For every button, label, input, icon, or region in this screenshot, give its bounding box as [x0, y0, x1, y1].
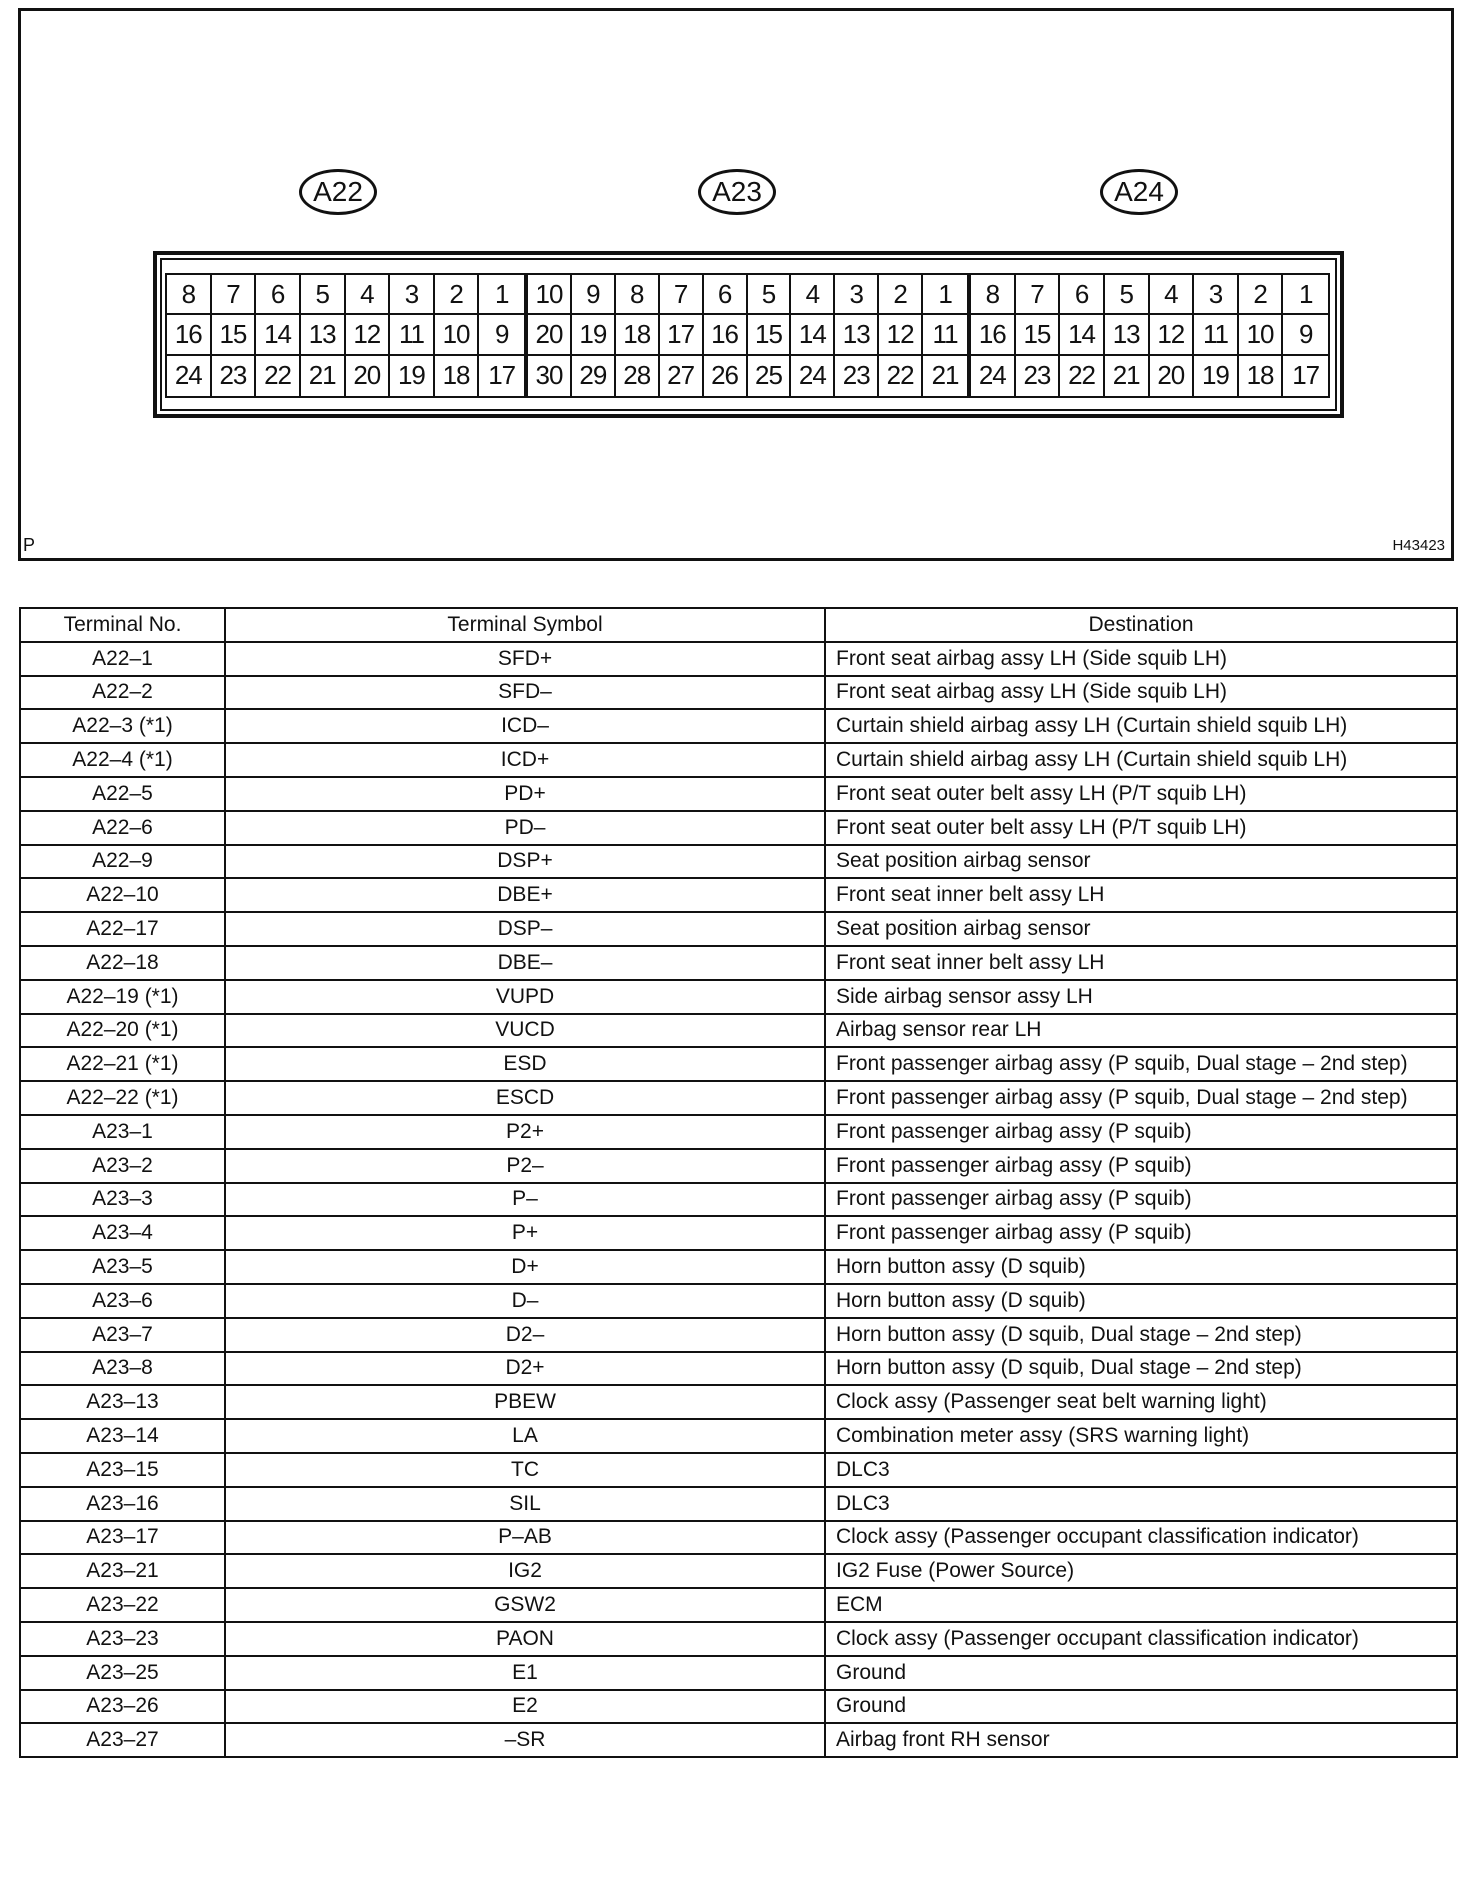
terminal-symbol-cell: PBEW	[225, 1385, 825, 1419]
table-row	[20, 709, 1457, 743]
connector-pin: 12	[346, 315, 391, 355]
connector-pin: 24	[971, 356, 1016, 396]
terminal-no-cell: A22–3 (*1)	[20, 709, 225, 743]
destination-cell: Front passenger airbag assy (P squib, Dual stage – 2nd step)	[825, 1081, 1457, 1115]
destination-cell: Front passenger airbag assy (P squib, Dual stage – 2nd step)	[825, 1047, 1457, 1081]
connector-pin: 16	[971, 315, 1016, 355]
connector-pin: 9	[1283, 315, 1328, 355]
connector-pin: 21	[1105, 356, 1150, 396]
destination-cell: Front passenger airbag assy (P squib)	[825, 1183, 1457, 1217]
terminal-symbol-cell: –SR	[225, 1723, 825, 1757]
connector-pin: 15	[748, 315, 792, 355]
terminal-symbol-cell: ICD+	[225, 743, 825, 777]
connector-pin: 20	[528, 315, 572, 355]
connector-pin: 18	[616, 315, 660, 355]
terminal-no-cell: A22–21 (*1)	[20, 1047, 225, 1081]
destination-cell: DLC3	[825, 1487, 1457, 1521]
destination-cell: Horn button assy (D squib)	[825, 1284, 1457, 1318]
destination-cell: Front seat airbag assy LH (Side squib LH)	[825, 642, 1457, 676]
connector-pin: 4	[791, 275, 835, 315]
terminal-no-cell: A23–17	[20, 1521, 225, 1555]
connector-pin: 14	[256, 315, 301, 355]
terminal-no-cell: A23–6	[20, 1284, 225, 1318]
table-row	[20, 1656, 1457, 1690]
connector-label-a23: A23	[698, 169, 776, 215]
connector-pin: 6	[1060, 275, 1105, 315]
connector-pin: 3	[390, 275, 435, 315]
corner-code: P	[23, 535, 36, 555]
terminal-no-cell: A23–16	[20, 1487, 225, 1521]
terminal-no-cell: A22–22 (*1)	[20, 1081, 225, 1115]
destination-cell: Front seat outer belt assy LH (P/T squib LH)	[825, 811, 1457, 845]
connector-pin: 6	[704, 275, 748, 315]
connector-block-a22	[165, 273, 526, 398]
terminal-symbol-cell: P2+	[225, 1115, 825, 1149]
terminal-symbol-cell: D2–	[225, 1318, 825, 1352]
terminal-no-cell: A22–17	[20, 912, 225, 946]
table-row	[20, 1554, 1457, 1588]
terminal-symbol-cell: E1	[225, 1656, 825, 1690]
terminal-symbol-cell: P–	[225, 1183, 825, 1217]
terminal-symbol-cell: DSP–	[225, 912, 825, 946]
terminal-no-cell: A22–9	[20, 845, 225, 879]
header-destination: Destination	[825, 608, 1457, 642]
table-row	[20, 878, 1457, 912]
connector-pin: 1	[1283, 275, 1328, 315]
destination-cell: Front passenger airbag assy (P squib)	[825, 1216, 1457, 1250]
terminal-symbol-cell: LA	[225, 1419, 825, 1453]
connector-pin: 11	[1194, 315, 1239, 355]
terminal-no-cell: A23–22	[20, 1588, 225, 1622]
connector-pin: 2	[435, 275, 480, 315]
connector-pin: 2	[879, 275, 923, 315]
connector-diagram	[18, 8, 1454, 561]
terminal-no-cell: A22–6	[20, 811, 225, 845]
terminal-symbol-cell: SIL	[225, 1487, 825, 1521]
terminal-no-cell: A23–21	[20, 1554, 225, 1588]
connector-pin: 15	[1016, 315, 1061, 355]
terminal-symbol-cell: D2+	[225, 1352, 825, 1386]
table-row	[20, 811, 1457, 845]
terminal-no-cell: A22–4 (*1)	[20, 743, 225, 777]
connector-pin: 9	[572, 275, 616, 315]
connector-pin: 22	[256, 356, 301, 396]
connector-pin: 20	[346, 356, 391, 396]
connector-pin: 14	[1060, 315, 1105, 355]
destination-cell: Ground	[825, 1656, 1457, 1690]
destination-cell: Seat position airbag sensor	[825, 845, 1457, 879]
connector-pin: 18	[1239, 356, 1284, 396]
connector-pin: 12	[1150, 315, 1195, 355]
connector-pin: 22	[879, 356, 923, 396]
table-row	[20, 1419, 1457, 1453]
connector-pin: 23	[212, 356, 257, 396]
connector-pin: 13	[301, 315, 346, 355]
connector-pin: 25	[748, 356, 792, 396]
terminal-no-cell: A23–23	[20, 1622, 225, 1656]
destination-cell: Combination meter assy (SRS warning light)	[825, 1419, 1457, 1453]
destination-cell: Front passenger airbag assy (P squib)	[825, 1115, 1457, 1149]
connector-pin: 1	[923, 275, 967, 315]
connector-pin: 16	[704, 315, 748, 355]
terminal-symbol-cell: PD+	[225, 777, 825, 811]
terminal-table	[19, 607, 1458, 1758]
destination-cell: Horn button assy (D squib, Dual stage – 2nd step)	[825, 1352, 1457, 1386]
connector-pin: 10	[1239, 315, 1284, 355]
connector-pin: 27	[660, 356, 704, 396]
table-row	[20, 1588, 1457, 1622]
connector-pin: 4	[1150, 275, 1195, 315]
terminal-no-cell: A22–1	[20, 642, 225, 676]
table-row	[20, 1216, 1457, 1250]
table-row	[20, 946, 1457, 980]
destination-cell: Curtain shield airbag assy LH (Curtain shield squib LH)	[825, 743, 1457, 777]
connector-pin: 7	[212, 275, 257, 315]
terminal-no-cell: A23–8	[20, 1352, 225, 1386]
table-row	[20, 1690, 1457, 1724]
table-row	[20, 845, 1457, 879]
destination-cell: Front seat airbag assy LH (Side squib LH)	[825, 676, 1457, 710]
destination-cell: Airbag front RH sensor	[825, 1723, 1457, 1757]
connector-pin: 2	[1239, 275, 1284, 315]
connector-pin: 19	[390, 356, 435, 396]
connector-block-a24	[969, 273, 1330, 398]
table-row	[20, 912, 1457, 946]
table-row	[20, 1149, 1457, 1183]
destination-cell: Horn button assy (D squib)	[825, 1250, 1457, 1284]
terminal-symbol-cell: DSP+	[225, 845, 825, 879]
terminal-symbol-cell: PAON	[225, 1622, 825, 1656]
terminal-symbol-cell: ESCD	[225, 1081, 825, 1115]
connector-pin: 15	[212, 315, 257, 355]
destination-cell: IG2 Fuse (Power Source)	[825, 1554, 1457, 1588]
terminal-no-cell: A23–25	[20, 1656, 225, 1690]
terminal-symbol-cell: P–AB	[225, 1521, 825, 1555]
table-row	[20, 980, 1457, 1014]
table-row	[20, 1047, 1457, 1081]
table-row	[20, 1352, 1457, 1386]
connector-pin: 21	[301, 356, 346, 396]
terminal-symbol-cell: ESD	[225, 1047, 825, 1081]
table-row	[20, 1723, 1457, 1757]
destination-cell: ECM	[825, 1588, 1457, 1622]
table-row	[20, 743, 1457, 777]
connector-pin: 26	[704, 356, 748, 396]
connector-pin: 19	[1194, 356, 1239, 396]
connector-pin: 9	[479, 315, 524, 355]
table-row	[20, 1487, 1457, 1521]
terminal-no-cell: A23–3	[20, 1183, 225, 1217]
header-terminal-no: Terminal No.	[20, 608, 225, 642]
table-body	[20, 642, 1457, 1757]
connector-pin: 8	[616, 275, 660, 315]
terminal-symbol-cell: SFD–	[225, 676, 825, 710]
terminal-no-cell: A23–27	[20, 1723, 225, 1757]
connector-pin: 13	[835, 315, 879, 355]
table-row	[20, 676, 1457, 710]
connector-pin: 11	[923, 315, 967, 355]
terminal-no-cell: A23–15	[20, 1453, 225, 1487]
connector-pin: 30	[528, 356, 572, 396]
table-row	[20, 1081, 1457, 1115]
destination-cell: Front seat inner belt assy LH	[825, 878, 1457, 912]
table-row	[20, 1318, 1457, 1352]
table-row	[20, 777, 1457, 811]
terminal-no-cell: A22–18	[20, 946, 225, 980]
connector-pin: 5	[301, 275, 346, 315]
connector-pin: 29	[572, 356, 616, 396]
terminal-symbol-cell: VUPD	[225, 980, 825, 1014]
destination-cell: Seat position airbag sensor	[825, 912, 1457, 946]
connector-pin: 6	[256, 275, 301, 315]
destination-cell: Clock assy (Passenger occupant classification indicator)	[825, 1521, 1457, 1555]
terminal-symbol-cell: DBE+	[225, 878, 825, 912]
destination-cell: DLC3	[825, 1453, 1457, 1487]
terminal-no-cell: A22–19 (*1)	[20, 980, 225, 1014]
connector-pin: 17	[488, 360, 516, 391]
terminal-no-cell: A23–7	[20, 1318, 225, 1352]
table-row	[20, 1622, 1457, 1656]
table-row	[20, 642, 1457, 676]
terminal-symbol-cell: IG2	[225, 1554, 825, 1588]
connector-pin: 24	[167, 356, 212, 396]
connector-pin: 13	[1105, 315, 1150, 355]
connector-pin: 8	[167, 275, 212, 315]
destination-cell: Airbag sensor rear LH	[825, 1014, 1457, 1048]
terminal-no-cell: A22–10	[20, 878, 225, 912]
header-terminal-symbol: Terminal Symbol	[225, 608, 825, 642]
table-row	[20, 1115, 1457, 1149]
connector-pin: 17	[1292, 360, 1320, 391]
connector-pin: 7	[1016, 275, 1061, 315]
terminal-symbol-cell: E2	[225, 1690, 825, 1724]
terminal-symbol-cell: P+	[225, 1216, 825, 1250]
destination-cell: Clock assy (Passenger seat belt warning light)	[825, 1385, 1457, 1419]
connector-pin: 3	[1194, 275, 1239, 315]
connector-pin: 23	[1016, 356, 1061, 396]
table-row	[20, 1014, 1457, 1048]
terminal-no-cell: A23–26	[20, 1690, 225, 1724]
table-row	[20, 1521, 1457, 1555]
terminal-symbol-cell: GSW2	[225, 1588, 825, 1622]
connector-pin: 16	[167, 315, 212, 355]
terminal-symbol-cell: TC	[225, 1453, 825, 1487]
terminal-no-cell: A23–1	[20, 1115, 225, 1149]
table-row	[20, 1453, 1457, 1487]
terminal-symbol-cell: D–	[225, 1284, 825, 1318]
terminal-symbol-cell: P2–	[225, 1149, 825, 1183]
table-header-row	[20, 608, 1457, 642]
connector-pin: 11	[390, 315, 435, 355]
ecu-connector-face	[153, 251, 1344, 418]
terminal-no-cell: A22–20 (*1)	[20, 1014, 225, 1048]
connector-pin: 7	[660, 275, 704, 315]
destination-cell: Front seat outer belt assy LH (P/T squib LH)	[825, 777, 1457, 811]
terminal-no-cell: A23–2	[20, 1149, 225, 1183]
connector-pin: 5	[748, 275, 792, 315]
connector-pin: 4	[346, 275, 391, 315]
destination-cell: Clock assy (Passenger occupant classification indicator)	[825, 1622, 1457, 1656]
destination-cell: Ground	[825, 1690, 1457, 1724]
terminal-symbol-cell: DBE–	[225, 946, 825, 980]
connector-pin: 8	[971, 275, 1016, 315]
terminal-symbol-cell: D+	[225, 1250, 825, 1284]
table-row	[20, 1183, 1457, 1217]
table-row	[20, 1385, 1457, 1419]
terminal-symbol-cell: SFD+	[225, 642, 825, 676]
connector-pin: 5	[1105, 275, 1150, 315]
connector-pin: 3	[835, 275, 879, 315]
connector-pin: 28	[616, 356, 660, 396]
destination-cell: Front seat inner belt assy LH	[825, 946, 1457, 980]
connector-pin: 12	[879, 315, 923, 355]
terminal-no-cell: A22–5	[20, 777, 225, 811]
terminal-symbol-cell: ICD–	[225, 709, 825, 743]
connector-pin: 18	[435, 356, 480, 396]
destination-cell: Horn button assy (D squib, Dual stage – 2nd step)	[825, 1318, 1457, 1352]
connector-pin: 17	[660, 315, 704, 355]
connector-pin: 10	[435, 315, 480, 355]
terminal-no-cell: A23–13	[20, 1385, 225, 1419]
connector-label-a22: A22	[299, 169, 377, 215]
terminal-no-cell: A23–14	[20, 1419, 225, 1453]
table-row	[20, 1250, 1457, 1284]
table-row	[20, 1284, 1457, 1318]
connector-pin: 14	[791, 315, 835, 355]
destination-cell: Side airbag sensor assy LH	[825, 980, 1457, 1014]
figure-id: H43423	[1392, 537, 1445, 554]
destination-cell: Curtain shield airbag assy LH (Curtain shield squib LH)	[825, 709, 1457, 743]
terminal-symbol-cell: VUCD	[225, 1014, 825, 1048]
destination-cell: Front passenger airbag assy (P squib)	[825, 1149, 1457, 1183]
terminal-no-cell: A23–4	[20, 1216, 225, 1250]
terminal-no-cell: A23–5	[20, 1250, 225, 1284]
connector-pin: 20	[1150, 356, 1195, 396]
connector-pin: 23	[835, 356, 879, 396]
terminal-symbol-cell: PD–	[225, 811, 825, 845]
connector-pin: 22	[1060, 356, 1105, 396]
connector-pin: 1	[479, 275, 524, 315]
connector-block-a23	[526, 273, 969, 398]
terminal-no-cell: A22–2	[20, 676, 225, 710]
connector-label-a24: A24	[1100, 169, 1178, 215]
connector-pin: 10	[528, 275, 572, 315]
connector-pin: 19	[572, 315, 616, 355]
connector-pin: 21	[931, 360, 959, 391]
connector-pin: 24	[791, 356, 835, 396]
